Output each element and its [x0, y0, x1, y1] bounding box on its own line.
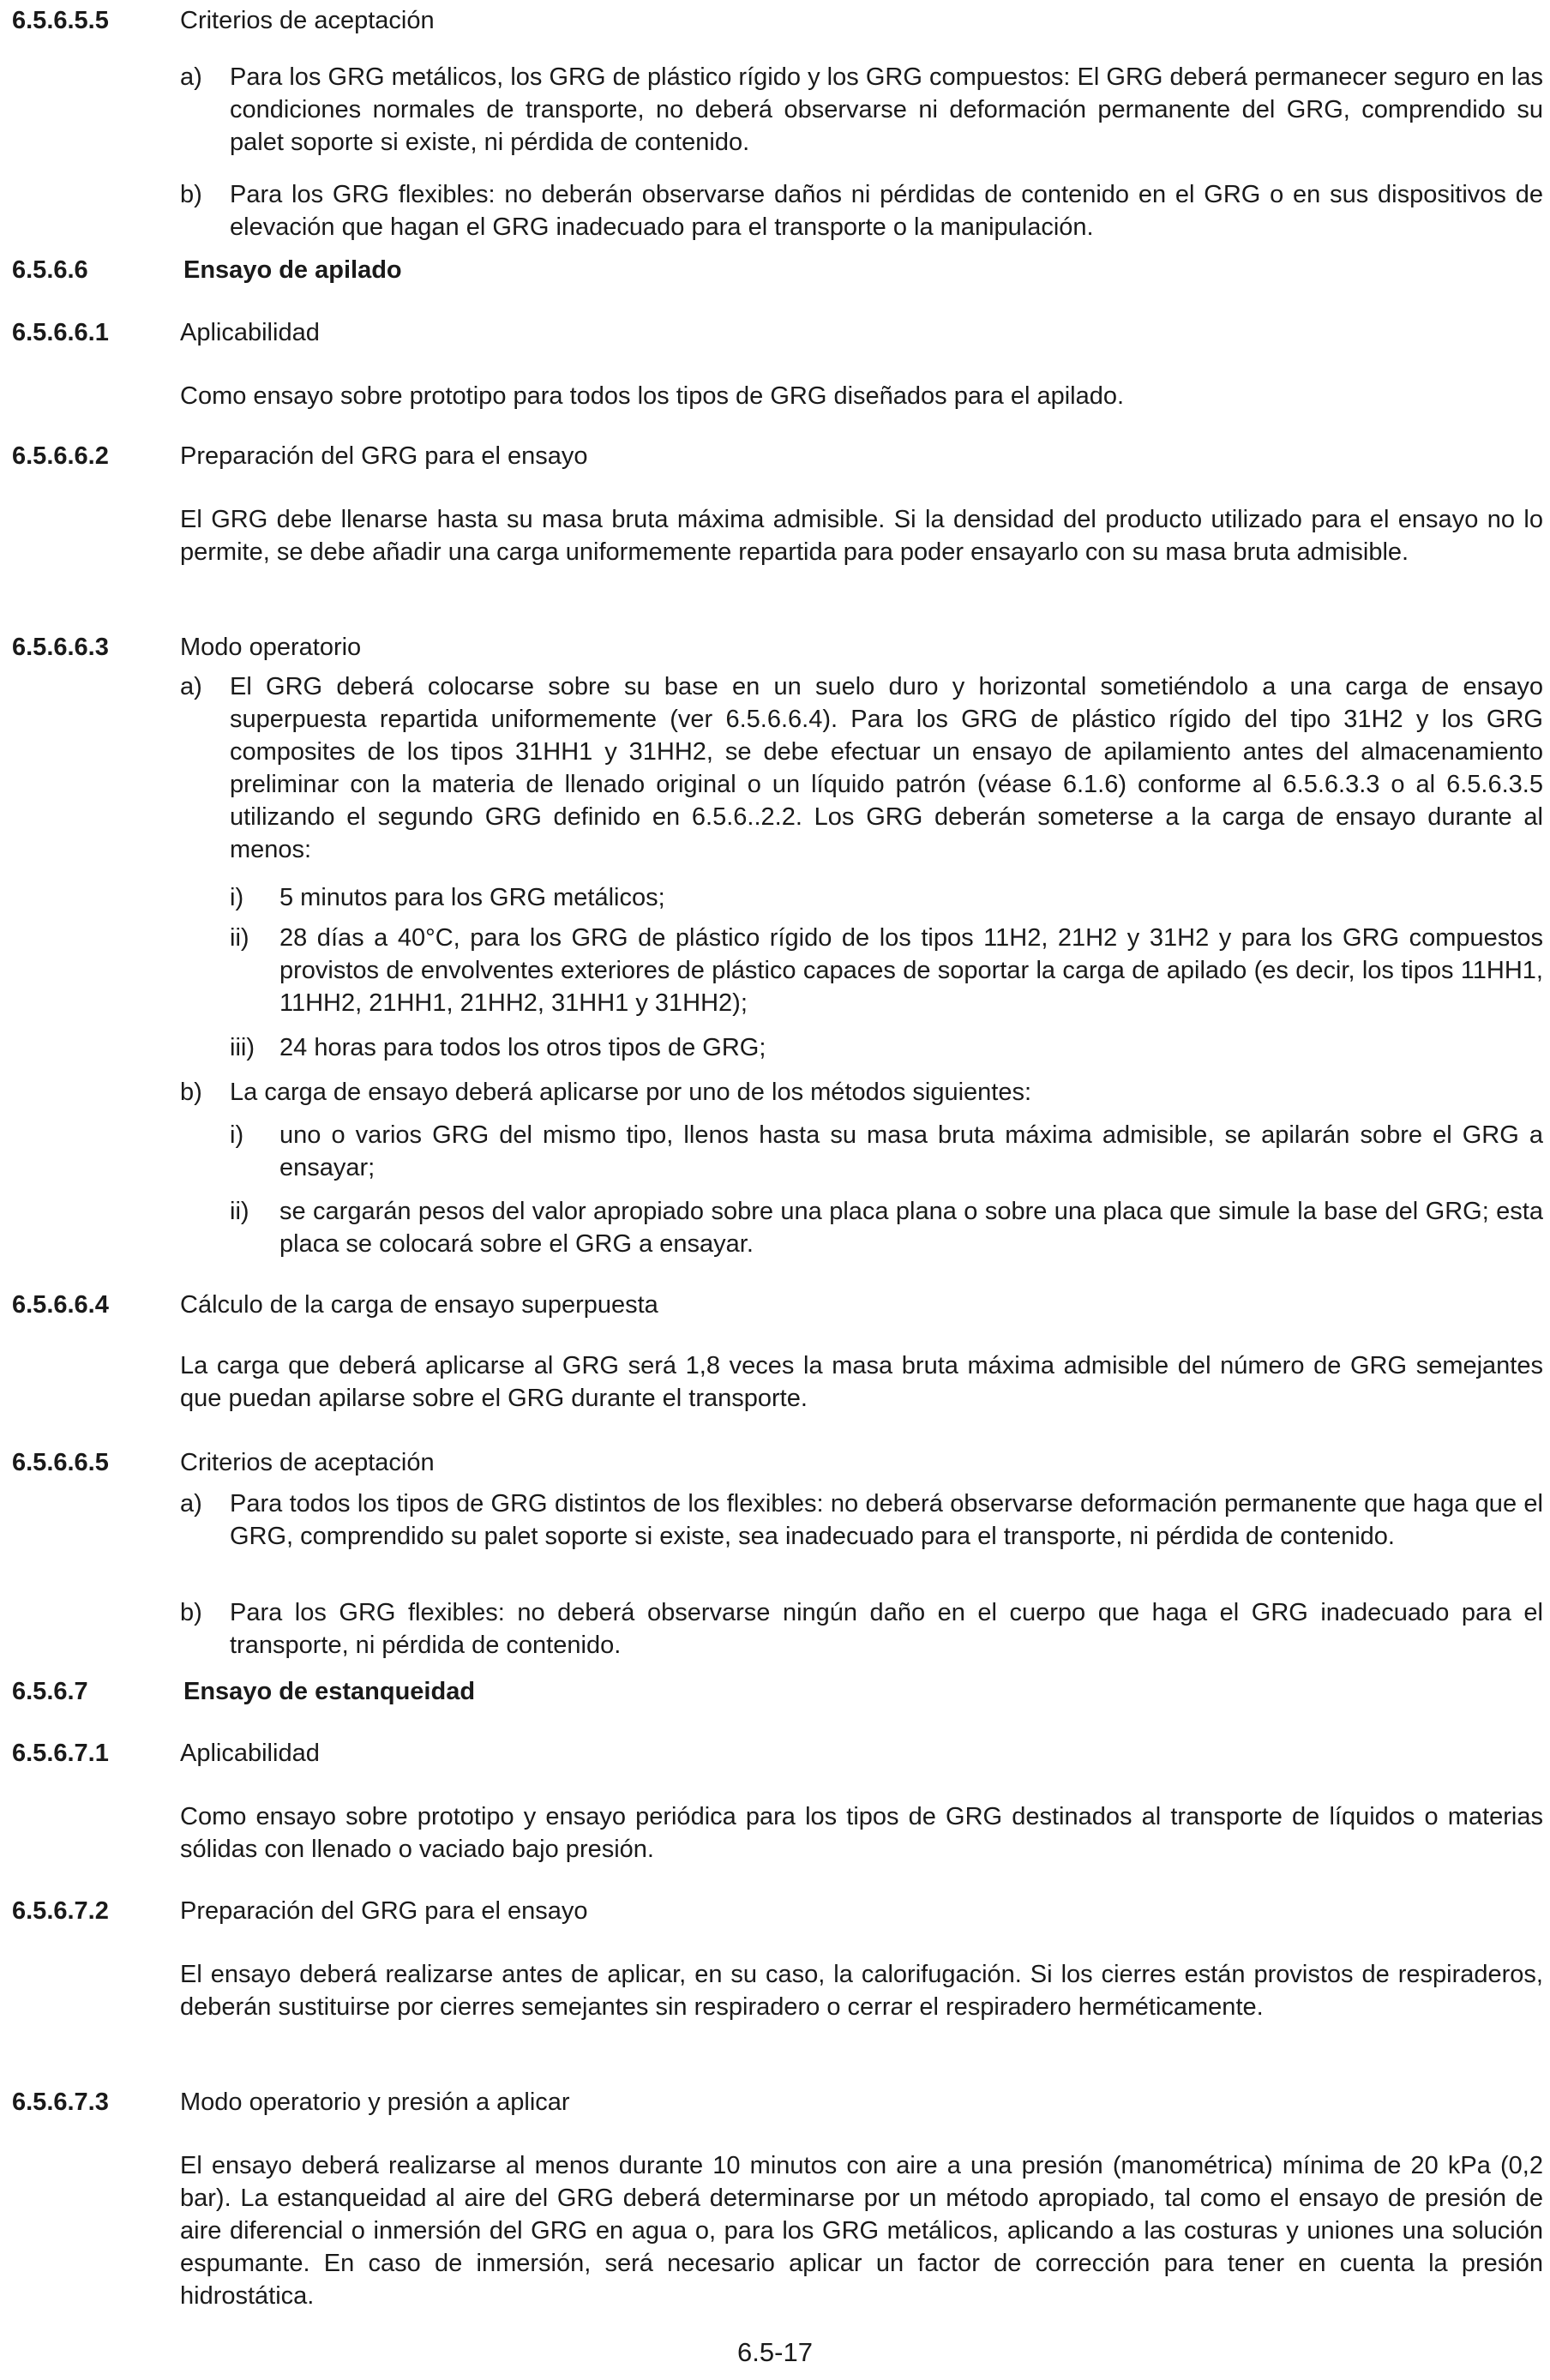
item-label: a)	[180, 1490, 202, 1518]
item-label: i)	[230, 1121, 244, 1149]
section-title: Criterios de aceptación	[180, 1449, 435, 1476]
section-title: Aplicabilidad	[180, 1740, 320, 1767]
item-text: 5 minutos para los GRG metálicos;	[279, 884, 665, 911]
item-label: a)	[180, 63, 202, 91]
paragraph: El ensayo deberá realizarse al menos durante 10 minutos con aire a una presión (manométrica) mínima de 20 kPa (0,2 bar). La estanqueidad al aire del GRG deberá determinarse por un método apropiado, tal como el ensayo de presión de aire diferencial o inmersión del GRG en agua o, para los GRG metálicos, aplicando a las costuras y uniones una solución espumante. En caso de inmersión, será necesario aplicar un factor de corrección para tener en cuenta la presión hidrostática.	[180, 2152, 1543, 2310]
section-number: 6.5.6.7.3	[12, 2089, 109, 2116]
item-text: se cargarán pesos del valor apropiado sobre una placa plana o sobre una placa que simule la base del GRG; esta placa se colocará sobre el GRG a ensayar.	[279, 1198, 1543, 1258]
item-text: Para los GRG flexibles: no deberán observarse daños ni pérdidas de contenido en el GRG o en sus dispositivos de elevación que hagan el GRG inadecuado para el transporte o la manipulación.	[230, 181, 1543, 241]
section-title: Ensayo de apilado	[183, 256, 402, 284]
item-label: iii)	[230, 1034, 255, 1061]
section-number: 6.5.6.6.1	[12, 319, 109, 346]
item-label: ii)	[230, 924, 249, 952]
section-title: Cálculo de la carga de ensayo superpuesta	[180, 1291, 658, 1319]
item-label: b)	[180, 1599, 202, 1626]
section-title: Ensayo de estanqueidad	[183, 1678, 476, 1705]
section-number: 6.5.6.7.1	[12, 1740, 109, 1767]
section-title: Modo operatorio y presión a aplicar	[180, 2089, 570, 2116]
section-title: Preparación del GRG para el ensayo	[180, 442, 588, 470]
section-number: 6.5.6.6.5	[12, 1449, 109, 1476]
item-text: Para los GRG metálicos, los GRG de plástico rígido y los GRG compuestos: El GRG deberá permanecer seguro en las condiciones normales de transporte, no deberá observarse ni deformación permanente del GRG, comprendido su palet soporte si existe, ni pérdida de contenido.	[230, 63, 1543, 156]
section-number: 6.5.6.6.4	[12, 1291, 109, 1319]
section-number: 6.5.6.5.5	[12, 7, 109, 34]
item-text: 24 horas para todos los otros tipos de GRG;	[279, 1034, 766, 1061]
section-title: Aplicabilidad	[180, 319, 320, 346]
item-label: b)	[180, 181, 202, 208]
page-number: 6.5-17	[737, 2337, 813, 2367]
item-label: i)	[230, 884, 244, 911]
item-text: La carga de ensayo deberá aplicarse por uno de los métodos siguientes:	[230, 1079, 1032, 1106]
section-number: 6.5.6.6	[12, 256, 88, 284]
item-label: a)	[180, 673, 202, 700]
section-title: Preparación del GRG para el ensayo	[180, 1897, 588, 1925]
item-text: uno o varios GRG del mismo tipo, llenos hasta su masa bruta máxima admisible, se apilarán sobre el GRG a ensayar;	[279, 1121, 1543, 1181]
item-text: Para todos los tipos de GRG distintos de los flexibles: no deberá observarse deformación permanente que haga que el GRG, comprendido su palet soporte si existe, sea inadecuado para el transporte, ni pérdida de contenido.	[230, 1490, 1543, 1550]
section-title: Modo operatorio	[180, 634, 362, 661]
section-number: 6.5.6.7.2	[12, 1897, 109, 1925]
item-label: ii)	[230, 1198, 249, 1225]
paragraph: La carga que deberá aplicarse al GRG será 1,8 veces la masa bruta máxima admisible del número de GRG semejantes que puedan apilarse sobre el GRG durante el transporte.	[180, 1352, 1543, 1412]
item-text: Para los GRG flexibles: no deberá observarse ningún daño en el cuerpo que haga el GRG inadecuado para el transporte, ni pérdida de contenido.	[230, 1599, 1543, 1659]
section-number: 6.5.6.7	[12, 1678, 88, 1705]
paragraph: El ensayo deberá realizarse antes de aplicar, en su caso, la calorifugación. Si los cierres están provistos de respiraderos, deberán sustituirse por cierres semejantes sin respiradero o cerrar el respiradero herméticamente.	[180, 1961, 1543, 2021]
paragraph: Como ensayo sobre prototipo para todos los tipos de GRG diseñados para el apilado.	[180, 382, 1125, 410]
paragraph: Como ensayo sobre prototipo y ensayo periódica para los tipos de GRG destinados al transporte de líquidos o materias sólidas con llenado o vaciado bajo presión.	[180, 1803, 1543, 1863]
section-title: Criterios de aceptación	[180, 7, 435, 34]
section-number: 6.5.6.6.3	[12, 634, 109, 661]
item-text: El GRG deberá colocarse sobre su base en un suelo duro y horizontal sometiéndolo a una carga de ensayo superpuesta repartida uniformemente (ver 6.5.6.6.4). Para los GRG de plástico rígido del tipo 31H2 y los GRG composites de los tipos 31HH1 y 31HH2, se debe efectuar un ensayo de apilamiento antes del almacenamiento preliminar con la materia de llenado original o un líquido patrón (véase 6.1.6) conforme al 6.5.6.3.3 o al 6.5.6.3.5 utilizando el segundo GRG definido en 6.5.6..2.2. Los GRG deberán someterse a la carga de ensayo durante al menos:	[230, 673, 1543, 863]
section-number: 6.5.6.6.2	[12, 442, 109, 470]
item-label: b)	[180, 1079, 202, 1106]
paragraph: El GRG debe llenarse hasta su masa bruta máxima admisible. Si la densidad del producto utilizado para el ensayo no lo permite, se debe añadir una carga uniformemente repartida para poder ensayarlo con su masa bruta admisible.	[180, 506, 1543, 566]
item-text: 28 días a 40°C, para los GRG de plástico rígido de los tipos 11H2, 21H2 y 31H2 y para los GRG compuestos provistos de envolventes exteriores de plástico capaces de soportar la carga de apilado (es decir, los tipos 11HH1, 11HH2, 21HH1, 21HH2, 31HH1 y 31HH2);	[279, 924, 1543, 1017]
